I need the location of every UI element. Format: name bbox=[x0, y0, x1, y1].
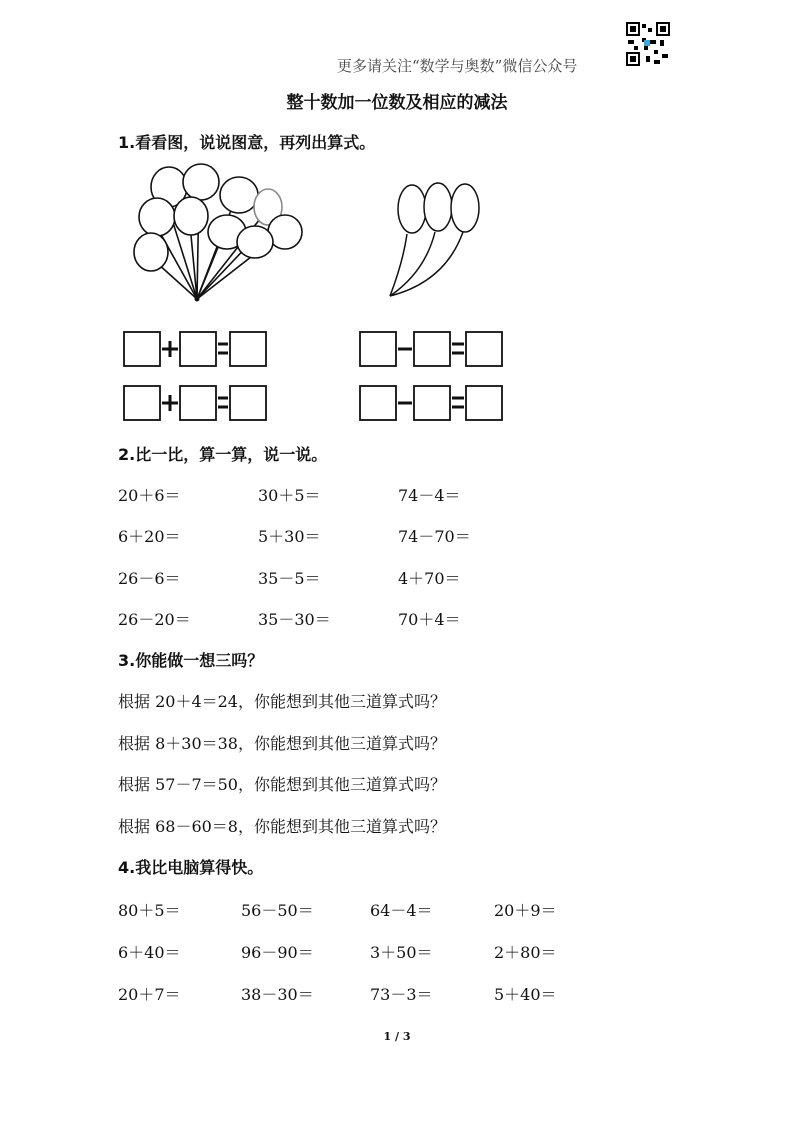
q4-equation: 2＋80＝ bbox=[494, 943, 557, 962]
q4-equation: 6＋40＝ bbox=[118, 943, 181, 962]
q4-equation: 96－90＝ bbox=[241, 943, 314, 962]
balloon-bunch-right bbox=[385, 182, 500, 300]
qr-code-icon bbox=[626, 22, 670, 66]
question-3-heading: 3.你能做一想三吗？ bbox=[118, 651, 264, 670]
page-number: 1 / 3 bbox=[383, 1030, 411, 1043]
q2-equation: 26－20＝ bbox=[118, 610, 191, 629]
q2-equation: 70＋4＝ bbox=[398, 610, 461, 629]
q4-equation: 73－3＝ bbox=[370, 985, 433, 1004]
q2-equation: 35－5＝ bbox=[258, 569, 321, 588]
question-4-heading: 4.我比电脑算得快。 bbox=[118, 858, 264, 877]
q4-equation: 64－4＝ bbox=[370, 901, 433, 920]
balloon-bunch-left bbox=[125, 162, 310, 304]
subtraction-box-rows bbox=[356, 328, 506, 424]
q4-equation: 3＋50＝ bbox=[370, 943, 433, 962]
q2-equation: 74－4＝ bbox=[398, 486, 461, 505]
q3-prompt: 根据 57－7＝50，你能想到其他三道算式吗？ bbox=[118, 775, 446, 794]
addition-box-row-1 bbox=[120, 328, 270, 424]
q3-prompt: 根据 68－60＝8，你能想到其他三道算式吗？ bbox=[118, 817, 446, 836]
q4-equation: 80＋5＝ bbox=[118, 901, 181, 920]
page-title: 整十数加一位数及相应的减法 bbox=[286, 93, 508, 113]
q2-equation: 26－6＝ bbox=[118, 569, 181, 588]
q2-equation: 74－70＝ bbox=[398, 527, 471, 546]
q3-prompt: 根据 8＋30＝38，你能想到其他三道算式吗？ bbox=[118, 734, 446, 753]
question-2-heading: 2.比一比，算一算，说一说。 bbox=[118, 445, 328, 464]
q2-equation: 35－30＝ bbox=[258, 610, 331, 629]
q2-equation: 20＋6＝ bbox=[118, 486, 181, 505]
q4-equation: 20＋9＝ bbox=[494, 901, 557, 920]
q4-equation: 20＋7＝ bbox=[118, 985, 181, 1004]
q2-equation: 6＋20＝ bbox=[118, 527, 181, 546]
q2-equation: 4＋70＝ bbox=[398, 569, 461, 588]
q4-equation: 5＋40＝ bbox=[494, 985, 557, 1004]
q2-equation: 30＋5＝ bbox=[258, 486, 321, 505]
q4-equation: 38－30＝ bbox=[241, 985, 314, 1004]
question-1-heading: 1.看看图，说说图意，再列出算式。 bbox=[118, 133, 376, 152]
q2-equation: 5＋30＝ bbox=[258, 527, 321, 546]
q4-equation: 56－50＝ bbox=[241, 901, 314, 920]
header-note: 更多请关注“数学与奥数”微信公众号 bbox=[337, 57, 578, 75]
q3-prompt: 根据 20＋4＝24，你能想到其他三道算式吗？ bbox=[118, 692, 446, 711]
